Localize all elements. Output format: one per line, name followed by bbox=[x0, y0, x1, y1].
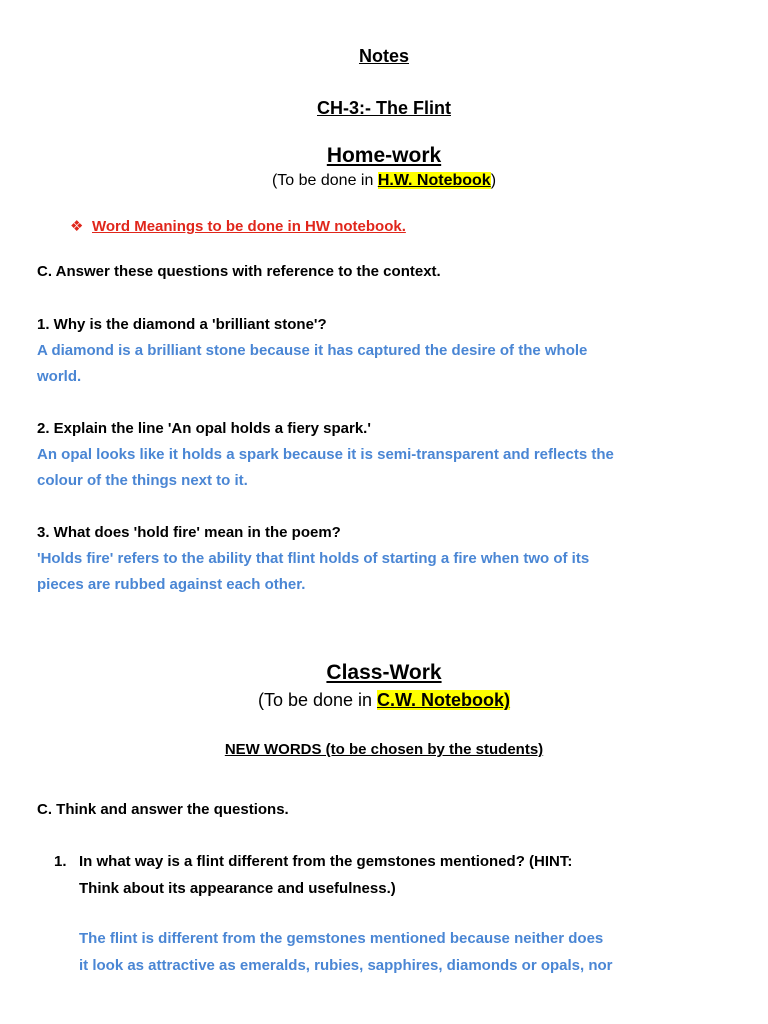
homework-subtitle bbox=[0, 172, 768, 190]
homework-answer-1-line-1: A diamond is a brilliant stone because it has captured the desire of the whole bbox=[37, 342, 588, 359]
homework-question-2: 2. Explain the line 'An opal holds a fiery spark.' bbox=[37, 420, 371, 437]
question-number: 1. bbox=[54, 853, 67, 870]
homework-heading: Home-work bbox=[326, 144, 442, 167]
diamond-bullet-icon: ❖ bbox=[70, 218, 84, 235]
new-words-heading: NEW WORDS (to be chosen by the students) bbox=[224, 741, 544, 758]
notes-title: Notes bbox=[358, 46, 409, 66]
word-meanings-text: Word Meanings to be done in HW notebook. bbox=[92, 218, 406, 235]
classwork-heading: Class-Work bbox=[326, 661, 442, 684]
classwork-section-title: C. Think and answer the questions. bbox=[37, 801, 289, 818]
homework-subtitle-suffix: ) bbox=[490, 172, 497, 189]
homework-answer-2-line-2: colour of the things next to it. bbox=[37, 472, 248, 489]
homework-answer-3-line-1: 'Holds fire' refers to the ability that flint holds of starting a fire when two of its bbox=[37, 550, 590, 567]
classwork-subtitle-prefix: (To be done in bbox=[257, 690, 378, 710]
homework-answer-1-line-2: world. bbox=[37, 368, 82, 385]
homework-question-1: 1. Why is the diamond a 'brilliant stone'? bbox=[37, 316, 327, 333]
homework-section-title: C. Answer these questions with reference to the context. bbox=[37, 263, 441, 280]
homework-question-3: 3. What does 'hold fire' mean in the poem? bbox=[37, 524, 341, 541]
classwork-answer-1 bbox=[54, 926, 714, 979]
classwork-answer-1-line-1: The flint is different from the gemstones mentioned because neither does bbox=[79, 930, 604, 947]
classwork-question-1-line-1: In what way is a flint different from the gemstones mentioned? (HINT: bbox=[79, 853, 573, 870]
classwork-answer-1-line-2: it look as attractive as emeralds, rubies, sapphires, diamonds or opals, nor bbox=[79, 956, 613, 974]
homework-subtitle-prefix: (To be done in bbox=[271, 172, 378, 189]
homework-answer-3-line-2: pieces are rubbed against each other. bbox=[37, 576, 306, 593]
classwork-question-1-line-2: Think about its appearance and usefulness.) bbox=[79, 879, 396, 897]
classwork-subtitle bbox=[0, 690, 768, 711]
classwork-notebook-highlight: C.W. Notebook) bbox=[377, 690, 511, 710]
chapter-title: CH-3:- The Flint bbox=[317, 98, 451, 118]
word-meanings-bullet bbox=[70, 217, 406, 235]
homework-notebook-highlight: H.W. Notebook bbox=[377, 172, 491, 189]
homework-answer-2-line-1: An opal looks like it holds a spark because it is semi-transparent and reflects the bbox=[37, 446, 614, 463]
classwork-question-1 bbox=[54, 849, 714, 902]
